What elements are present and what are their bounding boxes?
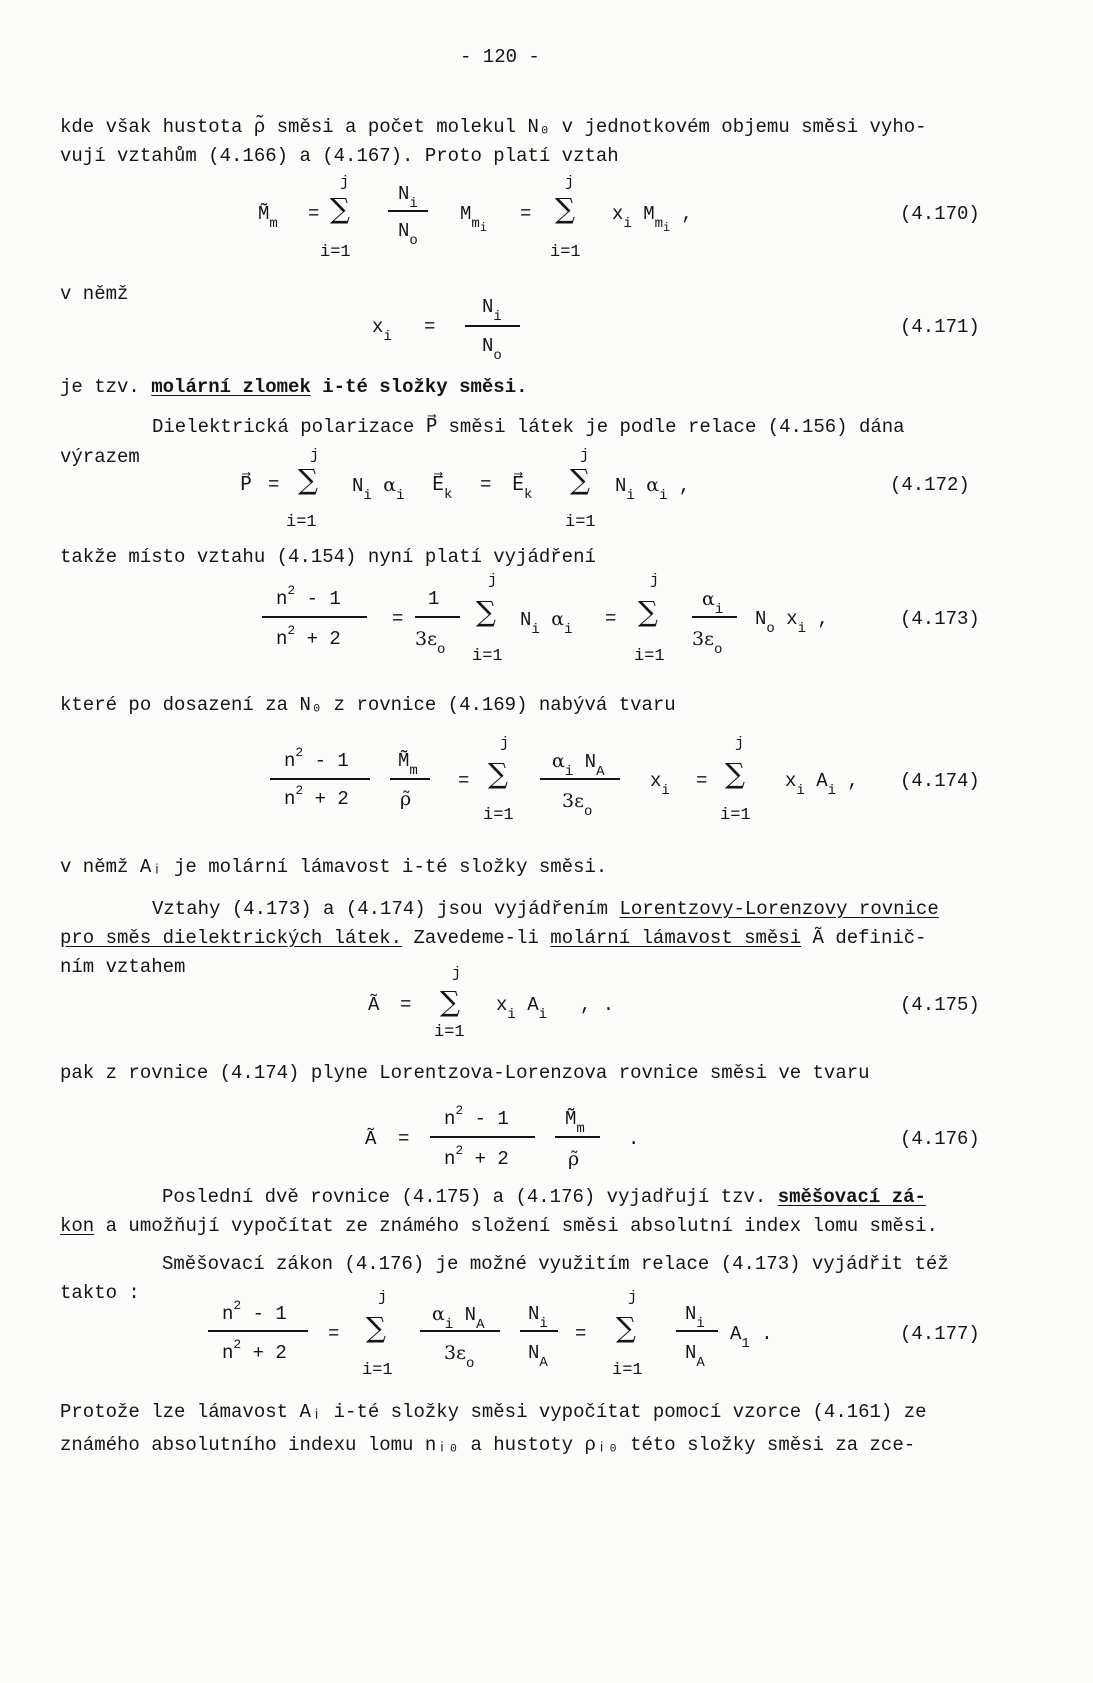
text-line: Směšovací zákon (4.176) je možné využitím relace (4.173) vyjádřit též [162,1253,949,1275]
page-number: - 120 - [460,46,540,68]
text-line: Protože lze lámavost Aᵢ i-té složky směsi vypočítat pomocí vzorce (4.161) ze [60,1401,927,1423]
text-fragment: i-té složky směsi. [322,376,528,398]
text-fragment: a umožňují vypočítat ze známého složení směsi absolutní index lomu směsi. [105,1215,938,1237]
text-fragment: Vztahy (4.173) a (4.174) jsou vyjádřením [152,898,609,920]
text-fragment: je tzv. [60,376,140,398]
equation-label: (4.171) [900,316,980,338]
term-mixing-law-cont: kon [60,1215,95,1237]
text-line: Dielektrická polarizace P⃗ směsi látek je podle relace (4.156) dána [152,416,905,438]
term-molarni-zlomek: molární zlomek [151,376,311,398]
text-line: které po dosazení za N₀ z rovnice (4.169) nabývá tvaru [60,694,676,716]
text-line: známého absolutního indexu lomu nᵢ₀ a hustoty ρᵢ₀ této složky směsi za zce- [60,1434,916,1456]
equation-label: (4.177) [900,1323,980,1345]
text-line: vují vztahům (4.166) a (4.167). Proto platí vztah [60,145,619,167]
text-line: takto : [60,1282,140,1304]
term-lorentz-lorenz: Lorentzovy-Lorenzovy rovnice [619,898,939,920]
text-fragment: Poslední dvě rovnice (4.175) a (4.176) vyjadřují tzv. [162,1186,767,1208]
text-line: kde však hustota ρ̃ směsi a počet molekul N₀ v jednotkovém objemu směsi vyho- [60,116,927,138]
text-line: výrazem [60,446,140,468]
text-fragment: Zavedeme-li [413,927,539,949]
equation-label: (4.170) [900,203,980,225]
term-dielectric-mixture: pro směs dielektrických látek. [60,927,403,949]
equation-label: (4.176) [900,1128,980,1150]
equation-label: (4.173) [900,608,980,630]
text-line: pak z rovnice (4.174) plyne Lorentzova-Lorenzova rovnice směsi ve tvaru [60,1062,870,1084]
equation-label: (4.174) [900,770,980,792]
text-fragment: Ã definič- [812,927,927,949]
text-line: v němž [60,283,129,305]
text-line: v němž Aᵢ je molární lámavost i-té složky směsi. [60,856,608,878]
equation-label: (4.172) [890,474,970,496]
equation-label: (4.175) [900,994,980,1016]
text-line: takže místo vztahu (4.154) nyní platí vyjádření [60,546,596,568]
term-mixing-law: směšovací zá- [777,1186,926,1208]
term-molar-refraction: molární lámavost směsi [550,927,802,949]
text-line: ním vztahem [60,956,186,978]
